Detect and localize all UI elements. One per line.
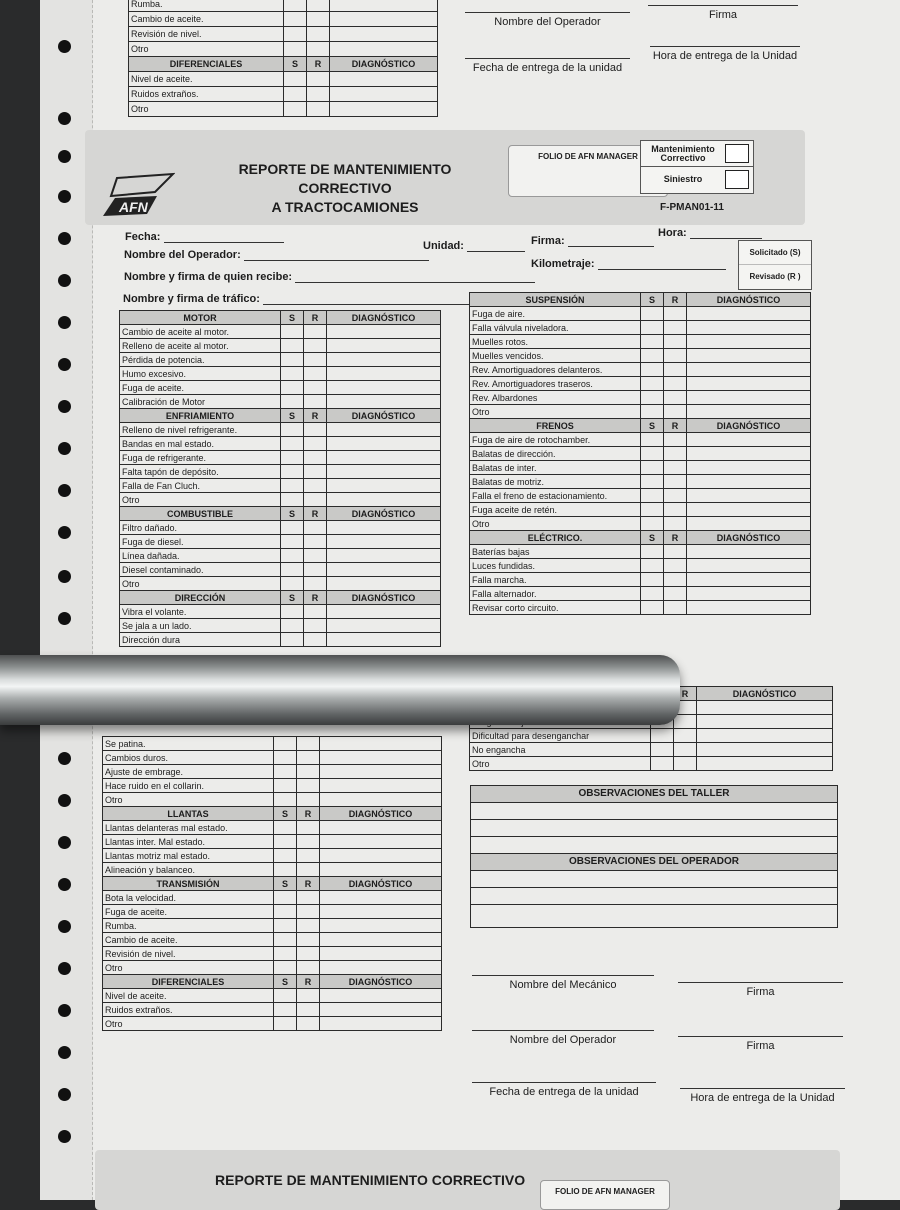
- table-row[interactable]: [120, 325, 441, 339]
- field-label: Nombre del Operador:: [124, 249, 241, 261]
- row-label: Otro: [120, 493, 281, 507]
- row-label: Revisión de nivel.: [103, 947, 274, 961]
- table-row[interactable]: [470, 559, 811, 573]
- row-label: Fuga de refrigerante.: [120, 451, 281, 465]
- table-row[interactable]: [120, 521, 441, 535]
- table-row-label: Nivel de aceite.: [129, 72, 284, 87]
- row-label: No engancha: [470, 743, 651, 757]
- mant-label2: Correctivo: [660, 153, 706, 163]
- table-row[interactable]: [103, 933, 442, 947]
- table-row-label: Ruidos extraños.: [129, 87, 284, 102]
- row-label: Se jala a un lado.: [120, 619, 281, 633]
- col-diag: DIAGNÓSTICO: [327, 409, 441, 423]
- row-label: Ajuste de embrage.: [103, 765, 274, 779]
- table-row[interactable]: [103, 961, 442, 975]
- table-row[interactable]: [103, 793, 442, 807]
- row-label: Calibración de Motor: [120, 395, 281, 409]
- table-row[interactable]: [120, 367, 441, 381]
- section-header: FRENOS: [470, 419, 641, 433]
- feed-hole: [58, 316, 71, 329]
- table-row[interactable]: [103, 849, 442, 863]
- row-label: Rev. Amortiguadores traseros.: [470, 377, 641, 391]
- section-header: MOTOR: [120, 311, 281, 325]
- row-label: Fuga de aceite.: [103, 905, 274, 919]
- sig-label: Firma: [746, 1040, 775, 1052]
- table-row[interactable]: [120, 535, 441, 549]
- row-label: Fuga de aire.: [470, 307, 641, 321]
- obs-operador-line[interactable]: [470, 888, 838, 905]
- recibe-field[interactable]: [124, 271, 535, 283]
- row-label: Otro: [103, 961, 274, 975]
- row-label: Rumba.: [103, 919, 274, 933]
- table-row[interactable]: [120, 577, 441, 591]
- section-header: TRANSMISIÓN: [103, 877, 274, 891]
- obs-taller-header: OBSERVACIONES DEL TALLER: [470, 785, 838, 803]
- sig-label: Nombre del Operador: [494, 16, 601, 28]
- row-label: Relleno de aceite al motor.: [120, 339, 281, 353]
- col-s: S: [274, 877, 297, 891]
- previous-sheet-table: [128, 0, 428, 114]
- feed-hole: [58, 40, 71, 53]
- sig-label: Hora de entrega de la Unidad: [690, 1092, 835, 1104]
- operador-field[interactable]: [124, 249, 429, 261]
- col-r: R: [664, 531, 687, 545]
- top-hora-signature: [650, 46, 800, 62]
- row-label: Fuga de diesel.: [120, 535, 281, 549]
- sig-label: Nombre del Operador: [509, 1034, 617, 1046]
- feed-hole: [58, 1088, 71, 1101]
- maintenance-type-box: [640, 140, 754, 194]
- mant-label: Mantenimiento: [651, 144, 715, 154]
- table-row[interactable]: [470, 601, 811, 615]
- row-label: Falla alternador.: [470, 587, 641, 601]
- col-s: S: [274, 975, 297, 989]
- col-r: R: [297, 807, 320, 821]
- feed-hole: [58, 920, 71, 933]
- col-diag: DIAGNÓSTICO: [320, 975, 442, 989]
- table-row[interactable]: [103, 919, 442, 933]
- sig-label: Firma: [746, 986, 775, 998]
- table-row[interactable]: [103, 737, 442, 751]
- table-row[interactable]: [120, 633, 441, 647]
- section-header: COMBUSTIBLE: [120, 507, 281, 521]
- sig-label: Fecha de entrega de la unidad: [472, 62, 623, 74]
- col-diag: DIAGNÓSTICO: [320, 807, 442, 821]
- feed-hole: [58, 232, 71, 245]
- field-label: Kilometraje:: [531, 258, 595, 270]
- section-header: SUSPENSIÓN: [470, 293, 641, 307]
- row-label: Rev. Amortiguadores delanteros.: [470, 363, 641, 377]
- col-r: R: [304, 311, 327, 325]
- row-label: Muelles vencidos.: [470, 349, 641, 363]
- section-header: LLANTAS: [103, 807, 274, 821]
- table-row[interactable]: [103, 765, 442, 779]
- col-r: R: [674, 687, 697, 701]
- col-r: R: [664, 293, 687, 307]
- table-row[interactable]: [120, 395, 441, 409]
- row-label: Otro: [470, 517, 641, 531]
- section-header: DIFERENCIALES: [103, 975, 274, 989]
- col-r: R: [304, 591, 327, 605]
- row-label: Se patina.: [103, 737, 274, 751]
- page-title: [190, 160, 500, 217]
- table-row[interactable]: [470, 461, 811, 475]
- col-diag: DIAGNÓSTICO: [327, 311, 441, 325]
- table-row[interactable]: [470, 447, 811, 461]
- row-label: Fuga de aceite.: [120, 381, 281, 395]
- feed-hole: [58, 962, 71, 975]
- table-row-label: Otro: [129, 102, 284, 117]
- table-row[interactable]: [103, 891, 442, 905]
- col-diag: DIAGNÓSTICO: [687, 531, 811, 545]
- next-sheet-title: REPORTE DE MANTENIMIENTO CORRECTIVO: [215, 1172, 526, 1188]
- row-label: Pérdida de potencia.: [120, 353, 281, 367]
- legend-solicitado: Solicitado (S): [739, 241, 811, 265]
- row-label: Baterías bajas: [470, 545, 641, 559]
- col-diag: DIAGNÓSTICO: [687, 293, 811, 307]
- table-row[interactable]: [103, 1003, 442, 1017]
- legend-revisado: Revisado (R ): [749, 272, 801, 281]
- feed-hole: [58, 358, 71, 371]
- row-label: Falla el freno de estacionamiento.: [470, 489, 641, 503]
- top-entrega-signature: [465, 58, 630, 74]
- feed-hole: [58, 1130, 71, 1143]
- obs-taller-line[interactable]: [470, 803, 838, 820]
- table-row[interactable]: [470, 517, 811, 531]
- row-label: Llantas motriz mal estado.: [103, 849, 274, 863]
- feed-hole: [58, 526, 71, 539]
- firma-operador-signature[interactable]: [678, 1036, 843, 1052]
- next-sheet-folio: FOLIO DE AFN MANAGER: [540, 1180, 670, 1210]
- feed-hole: [58, 442, 71, 455]
- field-label: Nombre y firma de quien recibe:: [124, 271, 293, 283]
- table-row[interactable]: [103, 1017, 442, 1031]
- status-legend: [738, 240, 812, 290]
- row-label: Balatas de inter.: [470, 461, 641, 475]
- table-row[interactable]: [470, 321, 811, 335]
- feed-hole: [58, 570, 71, 583]
- table-row[interactable]: [103, 863, 442, 877]
- table-row[interactable]: [470, 729, 833, 743]
- table-row[interactable]: [470, 433, 811, 447]
- col-r: R: [297, 877, 320, 891]
- table-row-label: Rumba.: [129, 0, 284, 12]
- feed-hole: [58, 1004, 71, 1017]
- col-diag: DIAGNÓSTICO: [697, 687, 833, 701]
- row-label: Muelles rotos.: [470, 335, 641, 349]
- right-sections: [469, 292, 811, 615]
- col-diag: DIAGNÓSTICO: [320, 877, 442, 891]
- top-operator-signature: [465, 12, 630, 28]
- obs-taller-line[interactable]: [470, 820, 838, 837]
- col-s: S: [641, 531, 664, 545]
- col-s: S: [281, 507, 304, 521]
- row-label: Bota la velocidad.: [103, 891, 274, 905]
- table-row[interactable]: [120, 549, 441, 563]
- col-r: R: [297, 975, 320, 989]
- section-header: DIRECCIÓN: [120, 591, 281, 605]
- mecanico-signature[interactable]: [472, 975, 654, 991]
- section-header: ELÉCTRICO.: [470, 531, 641, 545]
- obs-operador-header: OBSERVACIONES DEL OPERADOR: [470, 854, 838, 871]
- table-row-label: Otro: [129, 42, 284, 57]
- col-diag: DIAGNÓSTICO: [327, 591, 441, 605]
- row-label: Diesel contaminado.: [120, 563, 281, 577]
- col-s: S: [281, 591, 304, 605]
- feed-hole: [58, 274, 71, 287]
- correctivo-checkbox[interactable]: [725, 144, 749, 163]
- entrega-signature[interactable]: [472, 1082, 656, 1098]
- siniestro-checkbox[interactable]: [725, 170, 749, 189]
- table-row[interactable]: [470, 307, 811, 321]
- row-label: Cambio de aceite al motor.: [120, 325, 281, 339]
- table-row[interactable]: [470, 335, 811, 349]
- col-diag: DIAGNÓSTICO: [687, 419, 811, 433]
- col-s: S: [281, 311, 304, 325]
- siniestro-label: Siniestro: [663, 174, 703, 184]
- table-row[interactable]: [470, 349, 811, 363]
- row-label: Cambios duros.: [103, 751, 274, 765]
- feed-hole: [58, 836, 71, 849]
- table-row[interactable]: [470, 489, 811, 503]
- row-label: Dificultad para desenganchar: [470, 729, 651, 743]
- row-label: Dirección dura: [120, 633, 281, 647]
- row-label: Rev. Albardones: [470, 391, 641, 405]
- row-label: Balatas de motriz.: [470, 475, 641, 489]
- row-label: Humo excesivo.: [120, 367, 281, 381]
- col-s: S: [641, 293, 664, 307]
- top-firma-signature: [648, 5, 798, 21]
- row-label: Nivel de aceite.: [103, 989, 274, 1003]
- row-label: Vibra el volante.: [120, 605, 281, 619]
- table-row[interactable]: [120, 381, 441, 395]
- feed-hole: [58, 878, 71, 891]
- obs-taller-line[interactable]: [470, 837, 838, 854]
- table-row[interactable]: [120, 353, 441, 367]
- row-label: Falta tapón de depósito.: [120, 465, 281, 479]
- table-row[interactable]: [470, 391, 811, 405]
- table-row[interactable]: [470, 573, 811, 587]
- sig-label: Firma: [708, 9, 738, 21]
- table-row[interactable]: [120, 451, 441, 465]
- row-label: Falla de Fan Cluch.: [120, 479, 281, 493]
- row-label: Falla válvula niveladora.: [470, 321, 641, 335]
- field-label: Fecha:: [125, 231, 161, 243]
- row-label: Fuga de aire de rotochamber.: [470, 433, 641, 447]
- firma-mecanico-signature[interactable]: [678, 982, 843, 998]
- row-label: Bandas en mal estado.: [120, 437, 281, 451]
- row-label: Otro: [103, 793, 274, 807]
- afn-logo: [95, 170, 175, 220]
- table-row[interactable]: [470, 405, 811, 419]
- table-row[interactable]: [470, 475, 811, 489]
- col-diag: DIAGNÓSTICO: [330, 57, 438, 72]
- row-label: Llantas delanteras mal estado.: [103, 821, 274, 835]
- row-label: Ruidos extraños.: [103, 1003, 274, 1017]
- title-line2: A TRACTOCAMIONES: [271, 199, 419, 215]
- row-label: Llantas inter. Mal estado.: [103, 835, 274, 849]
- sig-label: Hora de entrega de la Unidad: [652, 50, 798, 62]
- observaciones-section: [470, 785, 838, 928]
- feed-hole: [58, 400, 71, 413]
- feed-hole: [58, 150, 71, 163]
- table-row[interactable]: [120, 437, 441, 451]
- row-label: Filtro dañado.: [120, 521, 281, 535]
- row-label: Cambio de aceite.: [103, 933, 274, 947]
- field-label: Nombre y firma de tráfico:: [123, 293, 260, 305]
- table-row[interactable]: [120, 465, 441, 479]
- row-label: Alineación y balanceo.: [103, 863, 274, 877]
- row-label: Luces fundidas.: [470, 559, 641, 573]
- col-s: S: [281, 409, 304, 423]
- feed-hole: [58, 752, 71, 765]
- feed-hole: [58, 484, 71, 497]
- row-label: Otro: [103, 1017, 274, 1031]
- sig-label: Fecha de entrega de la unidad: [489, 1086, 639, 1098]
- row-label: Balatas de dirección.: [470, 447, 641, 461]
- row-label: Fuga aceite de retén.: [470, 503, 641, 517]
- row-label: Revisar corto circuito.: [470, 601, 641, 615]
- table-row[interactable]: [103, 989, 442, 1003]
- row-label: Línea dañada.: [120, 549, 281, 563]
- fecha-field[interactable]: [125, 231, 284, 243]
- table-row[interactable]: [470, 757, 833, 771]
- table-row[interactable]: [103, 947, 442, 961]
- table-row[interactable]: [120, 563, 441, 577]
- table-row[interactable]: [103, 779, 442, 793]
- table-row[interactable]: [103, 821, 442, 835]
- table-row[interactable]: [120, 493, 441, 507]
- table-row[interactable]: [470, 363, 811, 377]
- feed-hole: [58, 794, 71, 807]
- table-row[interactable]: [120, 339, 441, 353]
- section-header: DIFERENCIALES: [129, 57, 284, 72]
- trafico-field[interactable]: [123, 293, 473, 305]
- field-label: Firma:: [531, 235, 565, 247]
- hora-field[interactable]: [658, 227, 762, 239]
- firma-field[interactable]: [531, 235, 654, 247]
- lower-left-sections: [102, 736, 442, 1031]
- feed-hole: [58, 1046, 71, 1059]
- table-row-label: Cambio de aceite.: [129, 12, 284, 27]
- obs-operador-line[interactable]: [470, 905, 838, 928]
- field-label: Unidad:: [423, 240, 464, 252]
- table-row[interactable]: [120, 605, 441, 619]
- table-row[interactable]: [103, 751, 442, 765]
- table-row[interactable]: [470, 545, 811, 559]
- table-row[interactable]: [120, 619, 441, 633]
- table-row[interactable]: [103, 905, 442, 919]
- logo-text: AFN: [119, 199, 148, 215]
- unidad-field[interactable]: [423, 240, 525, 252]
- col-r: R: [664, 419, 687, 433]
- table-row[interactable]: [120, 423, 441, 437]
- operador-signature[interactable]: [472, 1030, 654, 1046]
- table-row[interactable]: [470, 587, 811, 601]
- col-s: S: [274, 807, 297, 821]
- row-label: Relleno de nivel refrigerante.: [120, 423, 281, 437]
- row-label: Hace ruido en el collarin.: [103, 779, 274, 793]
- form-code: F-PMAN01-11: [660, 202, 724, 213]
- hora-entrega-signature[interactable]: [680, 1088, 845, 1104]
- col-diag: DIAGNÓSTICO: [327, 507, 441, 521]
- row-label: Otro: [470, 405, 641, 419]
- folio-label: FOLIO DE AFN MANAGER: [538, 152, 638, 161]
- field-label: Hora:: [658, 227, 687, 239]
- table-row-label: Revisión de nivel.: [129, 27, 284, 42]
- feed-hole: [58, 612, 71, 625]
- sig-label: Nombre del Mecánico: [509, 979, 617, 991]
- col-r: R: [307, 57, 330, 72]
- metal-rod: [0, 655, 680, 725]
- feed-hole: [58, 190, 71, 203]
- col-s: S: [284, 57, 307, 72]
- title-line1: REPORTE DE MANTENIMIENTO CORRECTIVO: [238, 161, 452, 196]
- col-r: R: [304, 409, 327, 423]
- section-header: ENFRIAMIENTO: [120, 409, 281, 423]
- col-r: R: [304, 507, 327, 521]
- table-row[interactable]: [103, 835, 442, 849]
- table-row[interactable]: [470, 743, 833, 757]
- feed-hole: [58, 112, 71, 125]
- row-label: Otro: [120, 577, 281, 591]
- kilometraje-field[interactable]: [531, 258, 726, 270]
- obs-operador-line[interactable]: [470, 871, 838, 888]
- row-label: Otro: [470, 757, 651, 771]
- table-row[interactable]: [470, 377, 811, 391]
- col-s: S: [641, 419, 664, 433]
- row-label: Falla marcha.: [470, 573, 641, 587]
- motor-section: [119, 310, 441, 647]
- table-row[interactable]: [470, 503, 811, 517]
- table-row[interactable]: [120, 479, 441, 493]
